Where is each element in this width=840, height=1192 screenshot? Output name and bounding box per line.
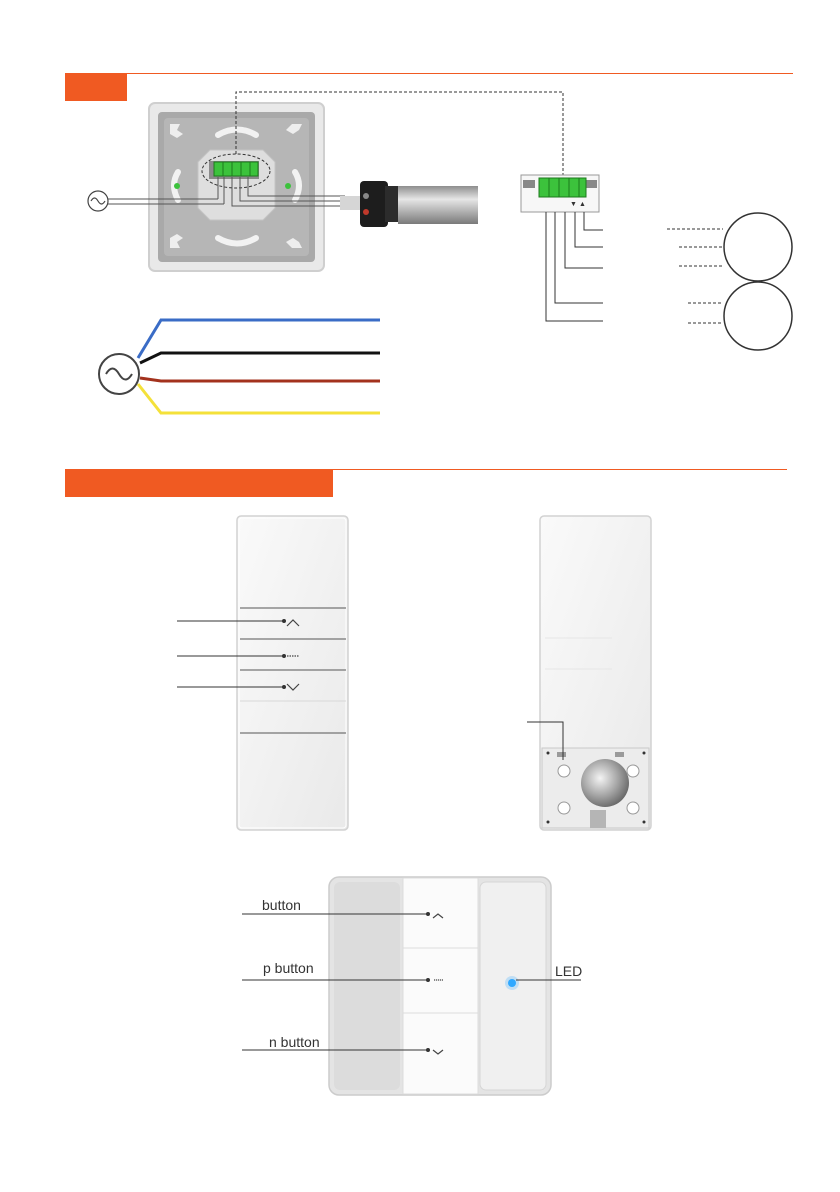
svg-text:▲: ▲ (579, 201, 586, 208)
remote-back (540, 516, 651, 830)
terminal-detail (521, 175, 599, 212)
led-label: LED (555, 963, 583, 979)
remote-front (237, 516, 348, 830)
ac-wire-diagram (99, 320, 380, 413)
down-button-label: n button (269, 1034, 320, 1050)
stop-button-label: p button (263, 960, 314, 976)
svg-text:▼: ▼ (570, 201, 577, 208)
ac-source-icon (88, 191, 108, 211)
up-button-label: button (262, 897, 301, 913)
tubular-motor (340, 181, 478, 227)
